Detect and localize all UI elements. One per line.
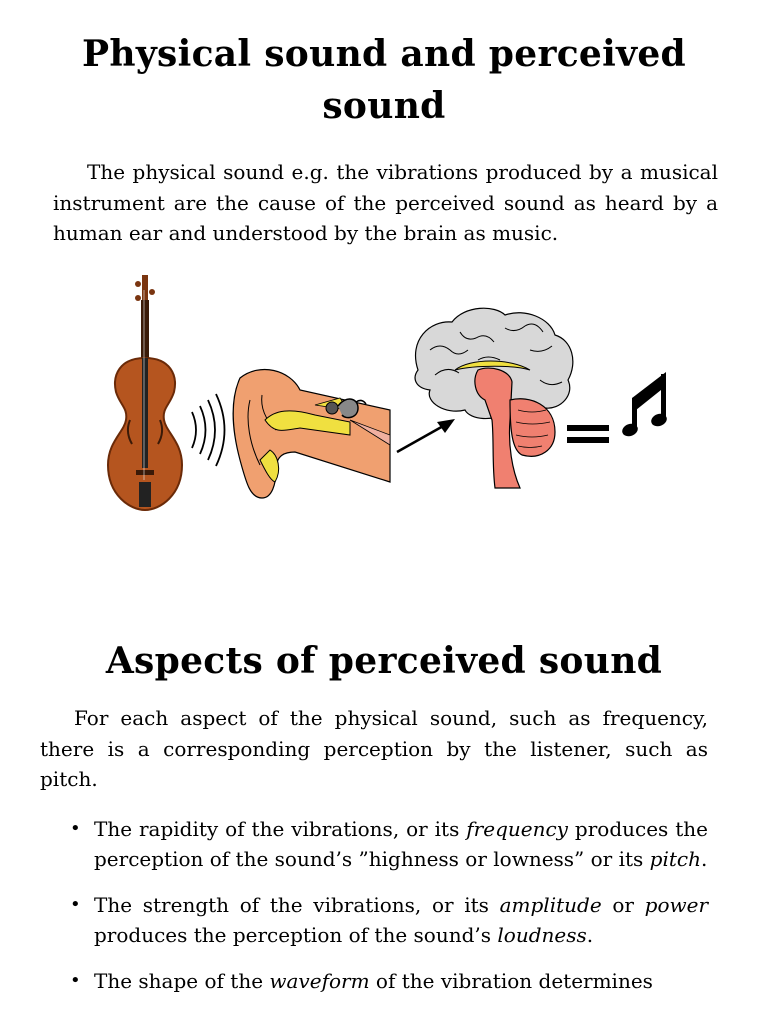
music-note-icon (620, 372, 668, 438)
bullet-icon: • (70, 970, 81, 991)
arrow-icon (397, 419, 455, 452)
list-item (66, 890, 708, 950)
section-title-aspects: Aspects of perceived sound (105, 640, 663, 682)
bullet-emphasis: waveform (269, 969, 370, 993)
figure-svg (100, 270, 680, 520)
bullet-text: or (601, 893, 645, 917)
equals-icon (567, 425, 609, 443)
bullet-text: The shape of the (94, 969, 270, 993)
bullet-emphasis: frequency (466, 817, 568, 841)
bullet-text: of the vibration determines (369, 969, 653, 993)
sound-waves-icon (192, 394, 225, 466)
bullet-emphasis: power (644, 893, 708, 917)
sound-perception-figure (100, 270, 680, 520)
list-item (66, 814, 708, 874)
ear-anatomy-icon (233, 369, 390, 498)
brain-icon (415, 308, 573, 488)
list-item (66, 966, 708, 996)
bullet-emphasis: amplitude (499, 893, 602, 917)
bullet-icon: • (70, 818, 81, 839)
intro-paragraph: The physical sound e.g. the vibrations produced by a musical instrument are the cause of the perceived sound as heard by a human ear and understood by the brain as music. (53, 160, 718, 245)
bullet-text: . (700, 847, 708, 871)
bullet-emphasis: loudness (497, 923, 587, 947)
bullet-text: The rapidity of the vibrations, or its (94, 817, 467, 841)
aspects-paragraph: For each aspect of the physical sound, such as frequency, there is a corresponding perception by the listener, such as pitch. (40, 706, 708, 791)
violin-icon (108, 275, 182, 510)
bullet-text: The strength of the vibrations, or its (94, 893, 500, 917)
bullet-text: produces the perception of the sound’s (94, 923, 498, 947)
bullet-text: produces the perception of the sound’s ”highness or lowness” or its (94, 817, 708, 871)
section-title-physical-sound: Physical sound and perceived sound (81, 33, 687, 127)
aspects-bullet-list (66, 814, 708, 1012)
bullet-text: . (586, 923, 594, 947)
bullet-emphasis: pitch (649, 847, 701, 871)
bullet-icon: • (70, 894, 81, 915)
